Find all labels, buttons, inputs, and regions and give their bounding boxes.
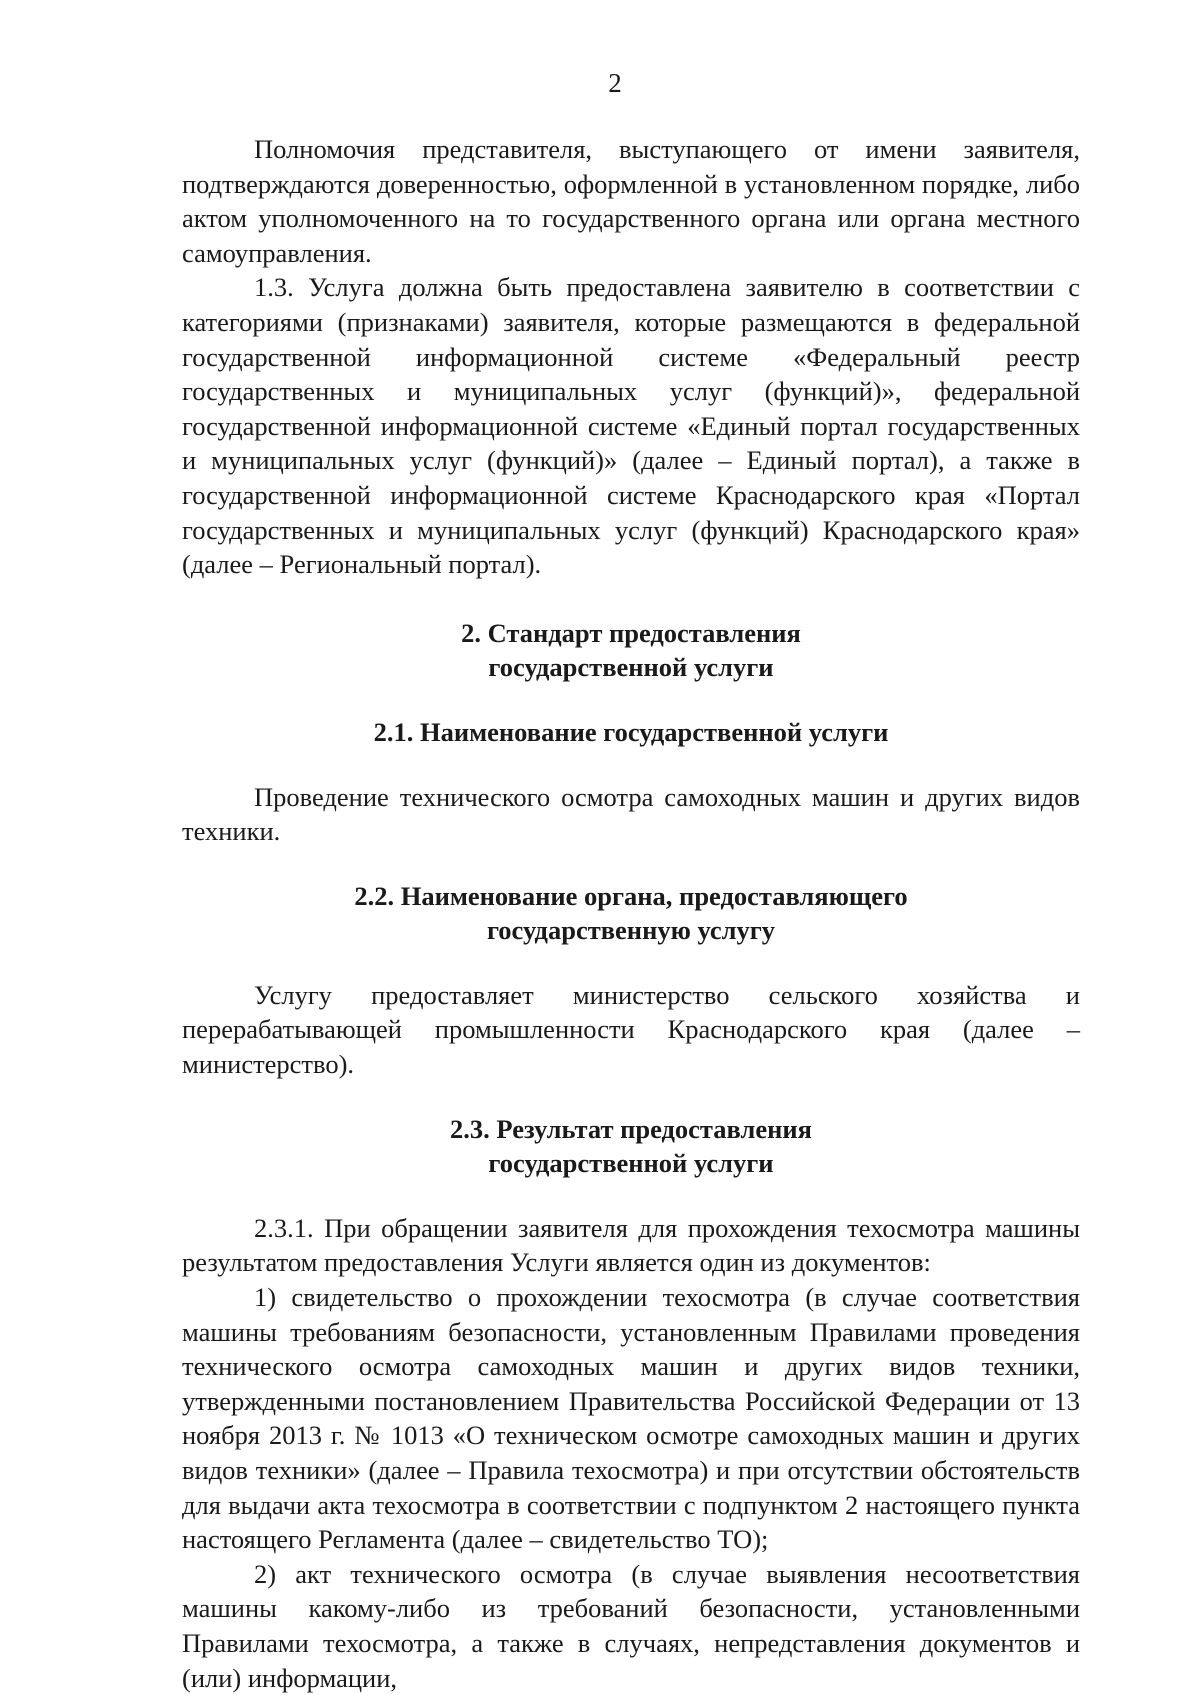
paragraph-service-name: Проведение технического осмотра самоходных машин и других видов техники.	[182, 781, 1080, 847]
page-number: 2	[608, 68, 622, 98]
paragraph-representative-authority: Полномочия представителя, выступающего от имени заявителя, подтверждаются доверенностью, оформленной в установленном порядке, либо актом уполномоченного на то государственного органа или органа местного самоуправления.	[182, 134, 1080, 268]
section-2-3-heading-line1: 2.3. Результат предоставления	[450, 1113, 812, 1144]
paragraph-service-provider: Услугу предоставляет министерство сельского хозяйства и перерабатывающей промышленности Краснодарского края (далее – министерство).	[182, 979, 1080, 1080]
paragraph-2-3-1: 2.3.1. При обращении заявителя для прохождения техосмотра машины результатом предоставления Услуги является один из документов:	[182, 1212, 1080, 1278]
section-2-3-heading-line2: государственной услуги	[488, 1148, 774, 1179]
section-2-2-heading-line1: 2.2. Наименование органа, предоставляющего	[354, 880, 908, 911]
paragraph-1-3: 1.3. Услуга должна быть предоставлена заявителю в соответствии с категориями (признаками) заявителя, которые размещаются в федеральной государственной информационной системе «Федеральный реестр государственных и муниципальных услуг (функций)», федеральной государственной информационной системе «Единый портал государственных и муниципальных услуг (функций)» (далее – Единый портал), а также в государственной информационной системе Краснодарского края «Портал государственных и муниципальных услуг (функций) Краснодарского края» (далее – Региональный портал).	[182, 272, 1080, 580]
paragraph-item-2: 2) акт технического осмотра (в случае выявления несоответствия машины какому-либо из требований безопасности, установленными Правилами техосмотра, а также в случаях, непредставления документов и (или) информации,	[182, 1558, 1080, 1693]
paragraph-item-1: 1) свидетельство о прохождении техосмотра (в случае соответствия машины требованиям безопасности, установленным Правилами проведения технического осмотра самоходных машин и других видов техники, утвержденными постановлением Правительства Российской Федерации от 13 ноября 2013 г. № 1013 «О техническом осмотре самоходных машин и других видов техники» (далее – Правила техосмотра) и при отсутствии обстоятельств для выдачи акта техосмотра в соответствии с подпунктом 2 настоящего пункта настоящего Регламента (далее – свидетельство ТО);	[182, 1282, 1080, 1555]
section-2-2-heading-line2: государственную услугу	[486, 915, 776, 946]
section-2-1-heading: 2.1. Наименование государственной услуги	[373, 716, 889, 747]
document-body	[182, 132, 1080, 1695]
section-2-heading-line1: 2. Стандарт предоставления	[461, 617, 801, 648]
section-2-heading-line2: государственной услуги	[488, 652, 774, 683]
